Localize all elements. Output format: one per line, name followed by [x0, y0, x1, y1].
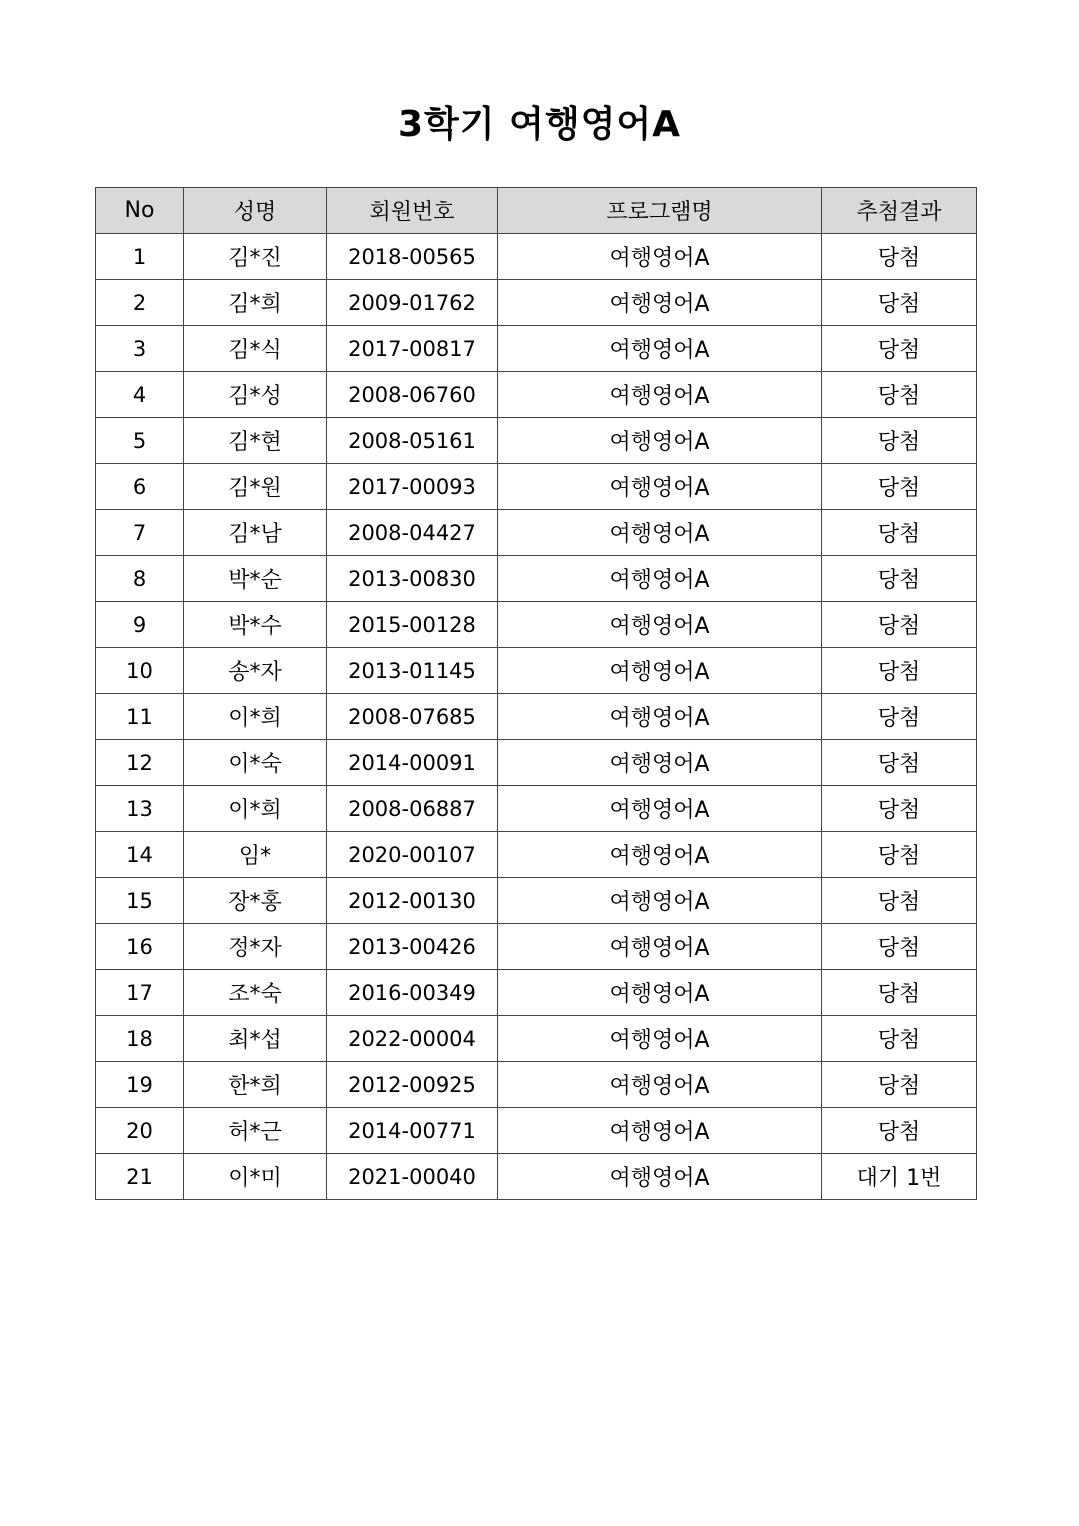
- cell-member-id: 2008-07685: [327, 694, 498, 740]
- table-row: [96, 1154, 977, 1200]
- cell-program: 여행영어A: [498, 372, 822, 418]
- cell-result: 당첨: [822, 924, 977, 970]
- cell-member-id: 2014-00771: [327, 1108, 498, 1154]
- cell-name: 김*진: [184, 234, 327, 280]
- cell-no: 13: [96, 786, 184, 832]
- header-name: 성명: [184, 188, 327, 234]
- cell-program: 여행영어A: [498, 1016, 822, 1062]
- cell-program: 여행영어A: [498, 280, 822, 326]
- cell-no: 2: [96, 280, 184, 326]
- table-row: [96, 464, 977, 510]
- cell-member-id: 2014-00091: [327, 740, 498, 786]
- cell-result: 당첨: [822, 786, 977, 832]
- cell-result: 당첨: [822, 510, 977, 556]
- cell-name: 이*숙: [184, 740, 327, 786]
- cell-name: 박*순: [184, 556, 327, 602]
- cell-name: 이*희: [184, 694, 327, 740]
- cell-no: 19: [96, 1062, 184, 1108]
- cell-no: 18: [96, 1016, 184, 1062]
- table-row: [96, 510, 977, 556]
- cell-program: 여행영어A: [498, 326, 822, 372]
- cell-program: 여행영어A: [498, 878, 822, 924]
- cell-name: 허*근: [184, 1108, 327, 1154]
- cell-name: 김*희: [184, 280, 327, 326]
- table-row: [96, 648, 977, 694]
- cell-name: 조*숙: [184, 970, 327, 1016]
- cell-no: 21: [96, 1154, 184, 1200]
- cell-member-id: 2012-00925: [327, 1062, 498, 1108]
- table-row: [96, 1062, 977, 1108]
- cell-member-id: 2008-06887: [327, 786, 498, 832]
- cell-no: 8: [96, 556, 184, 602]
- cell-program: 여행영어A: [498, 786, 822, 832]
- cell-name: 임*: [184, 832, 327, 878]
- cell-result: 당첨: [822, 832, 977, 878]
- table-row: [96, 694, 977, 740]
- cell-no: 20: [96, 1108, 184, 1154]
- cell-member-id: 2008-05161: [327, 418, 498, 464]
- cell-no: 14: [96, 832, 184, 878]
- lottery-result-table: [95, 187, 977, 1200]
- table-row: [96, 556, 977, 602]
- cell-result: 당첨: [822, 556, 977, 602]
- cell-member-id: 2013-00426: [327, 924, 498, 970]
- cell-name: 이*희: [184, 786, 327, 832]
- cell-no: 11: [96, 694, 184, 740]
- cell-result: 당첨: [822, 970, 977, 1016]
- table-row: [96, 970, 977, 1016]
- cell-member-id: 2012-00130: [327, 878, 498, 924]
- cell-program: 여행영어A: [498, 418, 822, 464]
- cell-result: 당첨: [822, 1016, 977, 1062]
- cell-result: 당첨: [822, 418, 977, 464]
- table-row: [96, 372, 977, 418]
- cell-name: 김*현: [184, 418, 327, 464]
- cell-name: 장*홍: [184, 878, 327, 924]
- table-row: [96, 924, 977, 970]
- header-no: No: [96, 188, 184, 234]
- cell-result: 당첨: [822, 740, 977, 786]
- cell-member-id: 2022-00004: [327, 1016, 498, 1062]
- cell-member-id: 2017-00093: [327, 464, 498, 510]
- cell-member-id: 2021-00040: [327, 1154, 498, 1200]
- cell-member-id: 2017-00817: [327, 326, 498, 372]
- table-row: [96, 740, 977, 786]
- table-row: [96, 234, 977, 280]
- cell-name: 김*식: [184, 326, 327, 372]
- cell-member-id: 2013-00830: [327, 556, 498, 602]
- cell-member-id: 2009-01762: [327, 280, 498, 326]
- cell-result: 당첨: [822, 464, 977, 510]
- cell-no: 9: [96, 602, 184, 648]
- cell-member-id: 2016-00349: [327, 970, 498, 1016]
- table-row: [96, 1108, 977, 1154]
- cell-result: 대기 1번: [822, 1154, 977, 1200]
- cell-no: 6: [96, 464, 184, 510]
- cell-member-id: 2013-01145: [327, 648, 498, 694]
- table-row: [96, 326, 977, 372]
- cell-result: 당첨: [822, 1108, 977, 1154]
- cell-member-id: 2008-04427: [327, 510, 498, 556]
- table-row: [96, 832, 977, 878]
- cell-program: 여행영어A: [498, 694, 822, 740]
- cell-no: 7: [96, 510, 184, 556]
- table-row: [96, 1016, 977, 1062]
- cell-no: 10: [96, 648, 184, 694]
- cell-name: 송*자: [184, 648, 327, 694]
- cell-member-id: 2008-06760: [327, 372, 498, 418]
- header-member-id: 회원번호: [327, 188, 498, 234]
- cell-program: 여행영어A: [498, 1062, 822, 1108]
- table-body: [96, 234, 977, 1200]
- header-program: 프로그램명: [498, 188, 822, 234]
- cell-no: 12: [96, 740, 184, 786]
- cell-result: 당첨: [822, 602, 977, 648]
- cell-no: 1: [96, 234, 184, 280]
- cell-no: 16: [96, 924, 184, 970]
- cell-member-id: 2018-00565: [327, 234, 498, 280]
- cell-name: 이*미: [184, 1154, 327, 1200]
- cell-program: 여행영어A: [498, 970, 822, 1016]
- cell-result: 당첨: [822, 878, 977, 924]
- cell-result: 당첨: [822, 326, 977, 372]
- cell-result: 당첨: [822, 372, 977, 418]
- cell-program: 여행영어A: [498, 648, 822, 694]
- cell-program: 여행영어A: [498, 740, 822, 786]
- cell-member-id: 2020-00107: [327, 832, 498, 878]
- cell-program: 여행영어A: [498, 234, 822, 280]
- cell-program: 여행영어A: [498, 602, 822, 648]
- table-row: [96, 280, 977, 326]
- header-result: 추첨결과: [822, 188, 977, 234]
- cell-result: 당첨: [822, 280, 977, 326]
- cell-member-id: 2015-00128: [327, 602, 498, 648]
- cell-program: 여행영어A: [498, 1154, 822, 1200]
- cell-program: 여행영어A: [498, 832, 822, 878]
- cell-no: 5: [96, 418, 184, 464]
- table-row: [96, 602, 977, 648]
- cell-name: 김*남: [184, 510, 327, 556]
- cell-no: 3: [96, 326, 184, 372]
- cell-program: 여행영어A: [498, 464, 822, 510]
- cell-result: 당첨: [822, 648, 977, 694]
- cell-result: 당첨: [822, 694, 977, 740]
- page-title: 3학기 여행영어A: [397, 104, 682, 145]
- cell-program: 여행영어A: [498, 510, 822, 556]
- cell-name: 김*원: [184, 464, 327, 510]
- cell-name: 박*수: [184, 602, 327, 648]
- cell-name: 한*희: [184, 1062, 327, 1108]
- cell-program: 여행영어A: [498, 924, 822, 970]
- cell-no: 4: [96, 372, 184, 418]
- table-header-row: [96, 188, 977, 234]
- cell-name: 김*성: [184, 372, 327, 418]
- cell-no: 15: [96, 878, 184, 924]
- cell-name: 최*섭: [184, 1016, 327, 1062]
- cell-result: 당첨: [822, 234, 977, 280]
- cell-program: 여행영어A: [498, 1108, 822, 1154]
- cell-result: 당첨: [822, 1062, 977, 1108]
- cell-program: 여행영어A: [498, 556, 822, 602]
- table-row: [96, 878, 977, 924]
- table-row: [96, 418, 977, 464]
- cell-name: 정*자: [184, 924, 327, 970]
- cell-no: 17: [96, 970, 184, 1016]
- table-row: [96, 786, 977, 832]
